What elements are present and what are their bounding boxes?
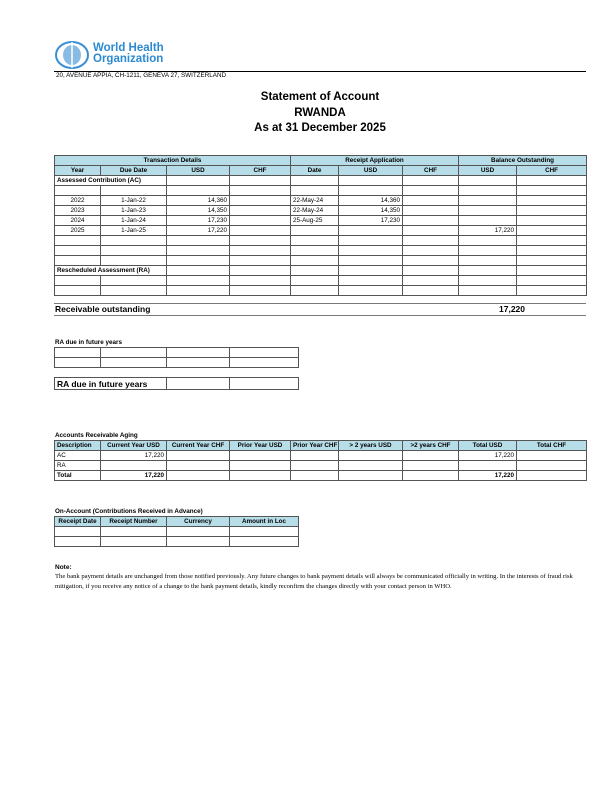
table-cell	[517, 216, 587, 226]
table-cell	[230, 286, 291, 296]
table-cell	[167, 266, 230, 276]
table-cell: 17,230	[339, 216, 403, 226]
table-cell: 22-May-24	[291, 206, 339, 216]
table-cell	[230, 256, 291, 266]
table-cell	[101, 461, 167, 471]
table-cell	[55, 527, 101, 537]
table-cell: 14,360	[339, 196, 403, 206]
table-cell	[230, 348, 299, 358]
table-cell	[459, 236, 517, 246]
table-row	[55, 286, 587, 296]
table-cell	[101, 256, 167, 266]
on-account-table	[54, 516, 299, 547]
table-cell	[403, 471, 459, 481]
column-header: Receipt Application	[291, 156, 459, 166]
table-row	[55, 156, 587, 166]
table-cell	[517, 206, 587, 216]
column-header: Prior Year USD	[230, 441, 291, 451]
table-cell	[403, 196, 459, 206]
table-cell	[403, 286, 459, 296]
table-cell	[101, 236, 167, 246]
table-row	[55, 471, 587, 481]
table-cell	[167, 348, 230, 358]
column-header: USD	[459, 166, 517, 176]
on-account-label: On-Account (Contributions Received in Advance)	[55, 508, 203, 515]
table-cell: 1-Jan-22	[101, 196, 167, 206]
table-cell: RA	[55, 461, 101, 471]
table-cell	[291, 266, 339, 276]
table-cell	[403, 186, 459, 196]
table-cell	[167, 451, 230, 461]
table-row	[55, 186, 587, 196]
column-header: CHF	[403, 166, 459, 176]
table-cell	[517, 246, 587, 256]
table-cell	[339, 461, 403, 471]
table-cell	[459, 286, 517, 296]
table-cell	[517, 461, 587, 471]
table-cell	[55, 256, 101, 266]
table-cell	[339, 286, 403, 296]
table-cell: Assessed Contribution (AC)	[55, 176, 167, 186]
table-cell	[339, 276, 403, 286]
table-cell	[230, 527, 299, 537]
column-header: CHF	[230, 166, 291, 176]
table-cell	[101, 358, 167, 368]
table-cell	[230, 226, 291, 236]
table-cell	[230, 471, 291, 481]
table-cell	[517, 226, 587, 236]
table-cell	[55, 537, 101, 547]
column-header: Year	[55, 166, 101, 176]
table-cell	[517, 451, 587, 461]
table-cell	[230, 186, 291, 196]
table-cell	[291, 451, 339, 461]
table-cell	[55, 236, 101, 246]
table-cell	[167, 236, 230, 246]
table-cell	[517, 276, 587, 286]
table-row	[55, 246, 587, 256]
ra-future-total	[54, 377, 299, 390]
table-cell	[291, 286, 339, 296]
table-cell	[167, 461, 230, 471]
table-cell: 14,350	[167, 206, 230, 216]
table-cell: 1-Jan-25	[101, 226, 167, 236]
column-header: Balance Outstanding	[459, 156, 587, 166]
column-header: Due Date	[101, 166, 167, 176]
table-row	[55, 441, 587, 451]
table-row	[55, 206, 587, 216]
column-header: USD	[167, 166, 230, 176]
table-cell	[101, 286, 167, 296]
table-cell: 2024	[55, 216, 101, 226]
table-cell	[230, 461, 291, 471]
table-row	[55, 236, 587, 246]
table-cell: 17,220	[459, 226, 517, 236]
table-cell	[459, 461, 517, 471]
org-name: World Health Organization	[93, 42, 164, 65]
table-cell	[167, 176, 230, 186]
column-header: Receipt Number	[101, 517, 167, 527]
table-cell	[459, 216, 517, 226]
table-cell	[55, 286, 101, 296]
table-cell	[339, 256, 403, 266]
table-cell	[291, 186, 339, 196]
table-row	[55, 537, 299, 547]
statement-title: Statement of Account RWANDA As at 31 December 2025	[254, 91, 386, 134]
table-cell: 2025	[55, 226, 101, 236]
table-cell: 25-Aug-25	[291, 216, 339, 226]
column-header: USD	[339, 166, 403, 176]
column-header: CHF	[517, 166, 587, 176]
receivable-outstanding	[54, 303, 586, 316]
table-cell	[230, 216, 291, 226]
table-row	[55, 256, 587, 266]
table-cell: 1-Jan-24	[101, 216, 167, 226]
table-cell: 17,230	[167, 216, 230, 226]
table-row	[55, 358, 299, 368]
table-row	[55, 196, 587, 206]
table-cell	[230, 537, 299, 547]
who-logo	[54, 40, 94, 72]
table-cell	[230, 246, 291, 256]
column-header: Total USD	[459, 441, 517, 451]
table-cell	[291, 176, 339, 186]
table-cell	[101, 276, 167, 286]
table-cell: 1-Jan-23	[101, 206, 167, 216]
table-cell	[230, 196, 291, 206]
table-cell	[55, 246, 101, 256]
table-cell	[517, 266, 587, 276]
table-cell	[101, 186, 167, 196]
table-cell	[230, 358, 299, 368]
table-cell	[459, 206, 517, 216]
table-row	[55, 461, 587, 471]
column-header: Total CHF	[517, 441, 587, 451]
table-cell	[167, 537, 230, 547]
table-cell	[339, 451, 403, 461]
table-cell	[339, 226, 403, 236]
column-header: Prior Year CHF	[291, 441, 339, 451]
table-cell	[459, 246, 517, 256]
table-cell: 17,220	[167, 226, 230, 236]
table-cell	[291, 256, 339, 266]
table-cell	[55, 186, 101, 196]
table-cell	[167, 286, 230, 296]
table-row	[55, 517, 299, 527]
table-row	[55, 176, 587, 186]
table-row	[55, 451, 587, 461]
aging-table	[54, 440, 587, 481]
table-cell	[339, 246, 403, 256]
table-cell	[101, 527, 167, 537]
table-cell	[230, 451, 291, 461]
ra-future-table	[54, 347, 299, 368]
column-header: Current Year CHF	[167, 441, 230, 451]
table-cell	[517, 176, 587, 186]
table-cell	[167, 471, 230, 481]
receivable-label: Receivable outstanding	[55, 304, 151, 314]
table-row	[55, 166, 587, 176]
table-cell	[339, 176, 403, 186]
table-cell	[55, 348, 101, 358]
table-cell: RA due in future years	[55, 378, 167, 390]
table-row	[55, 276, 587, 286]
table-cell	[403, 246, 459, 256]
table-cell	[101, 348, 167, 358]
table-cell: Rescheduled Assessment (RA)	[55, 266, 167, 276]
table-cell	[101, 537, 167, 547]
table-cell: 22-May-24	[291, 196, 339, 206]
table-cell	[403, 176, 459, 186]
table-cell: 17,220	[459, 471, 517, 481]
table-cell	[55, 276, 101, 286]
table-cell	[403, 226, 459, 236]
table-cell	[459, 186, 517, 196]
table-cell	[403, 266, 459, 276]
table-cell	[459, 196, 517, 206]
column-header: Current Year USD	[101, 441, 167, 451]
table-cell	[167, 276, 230, 286]
table-cell	[459, 176, 517, 186]
table-cell	[291, 226, 339, 236]
table-cell	[517, 186, 587, 196]
table-cell: AC	[55, 451, 101, 461]
address: 20, AVENUE APPIA, CH-1211, GENEVA 27, SWITZERLAND	[56, 72, 227, 79]
receivable-value: 17,220	[499, 304, 525, 314]
table-cell	[459, 266, 517, 276]
table-cell: 14,350	[339, 206, 403, 216]
table-cell: 17,220	[101, 471, 167, 481]
table-cell	[459, 256, 517, 266]
table-cell	[230, 176, 291, 186]
table-cell	[167, 378, 230, 390]
table-cell	[291, 276, 339, 286]
table-cell	[167, 186, 230, 196]
table-cell	[403, 206, 459, 216]
column-header: Amount in Loc	[230, 517, 299, 527]
table-cell	[291, 246, 339, 256]
table-cell	[101, 246, 167, 256]
table-cell	[230, 378, 299, 390]
table-row	[55, 348, 299, 358]
column-header: Date	[291, 166, 339, 176]
table-cell	[291, 461, 339, 471]
table-cell	[403, 276, 459, 286]
table-row	[55, 266, 587, 276]
table-cell: 2022	[55, 196, 101, 206]
table-cell	[517, 286, 587, 296]
table-cell: 17,220	[101, 451, 167, 461]
table-cell	[230, 236, 291, 246]
table-row	[55, 216, 587, 226]
table-cell: 14,360	[167, 196, 230, 206]
table-cell	[339, 186, 403, 196]
table-cell	[403, 236, 459, 246]
column-header: Receipt Date	[55, 517, 101, 527]
column-header: > 2 years USD	[339, 441, 403, 451]
table-cell	[230, 266, 291, 276]
note-text: The bank payment details are unchanged from those notified previously. Any future changes to bank payment details will always be communicated officially in writing. In the interests of fraud risk mitigation, if you receive any notice of a change to the bank payment details, kindly reconfirm the changes directly with your contact person in WHO.	[55, 573, 573, 590]
note-label: Note:	[55, 564, 72, 571]
table-cell	[291, 236, 339, 246]
table-cell	[517, 196, 587, 206]
table-cell	[403, 216, 459, 226]
table-row	[55, 527, 299, 537]
ra-future-label: RA due in future years	[55, 339, 122, 346]
table-cell: Total	[55, 471, 101, 481]
table-cell	[517, 256, 587, 266]
table-cell	[403, 461, 459, 471]
table-row	[55, 226, 587, 236]
table-cell	[167, 246, 230, 256]
table-cell	[459, 276, 517, 286]
table-cell	[517, 236, 587, 246]
table-cell	[403, 451, 459, 461]
table-cell	[167, 256, 230, 266]
table-cell: 2023	[55, 206, 101, 216]
table-cell	[230, 206, 291, 216]
column-header: >2 years CHF	[403, 441, 459, 451]
table-cell	[517, 471, 587, 481]
table-cell	[339, 266, 403, 276]
table-cell	[230, 276, 291, 286]
column-header: Currency	[167, 517, 230, 527]
column-header: Transaction Details	[55, 156, 291, 166]
aging-label: Accounts Receivable Aging	[55, 432, 138, 439]
table-row	[55, 378, 299, 390]
table-cell	[167, 527, 230, 537]
table-cell	[291, 471, 339, 481]
table-cell: 17,220	[459, 451, 517, 461]
table-cell	[339, 471, 403, 481]
table-cell	[55, 358, 101, 368]
table-cell	[167, 358, 230, 368]
column-header: Description	[55, 441, 101, 451]
table-cell	[339, 236, 403, 246]
table-cell	[403, 256, 459, 266]
main-table	[54, 155, 587, 296]
